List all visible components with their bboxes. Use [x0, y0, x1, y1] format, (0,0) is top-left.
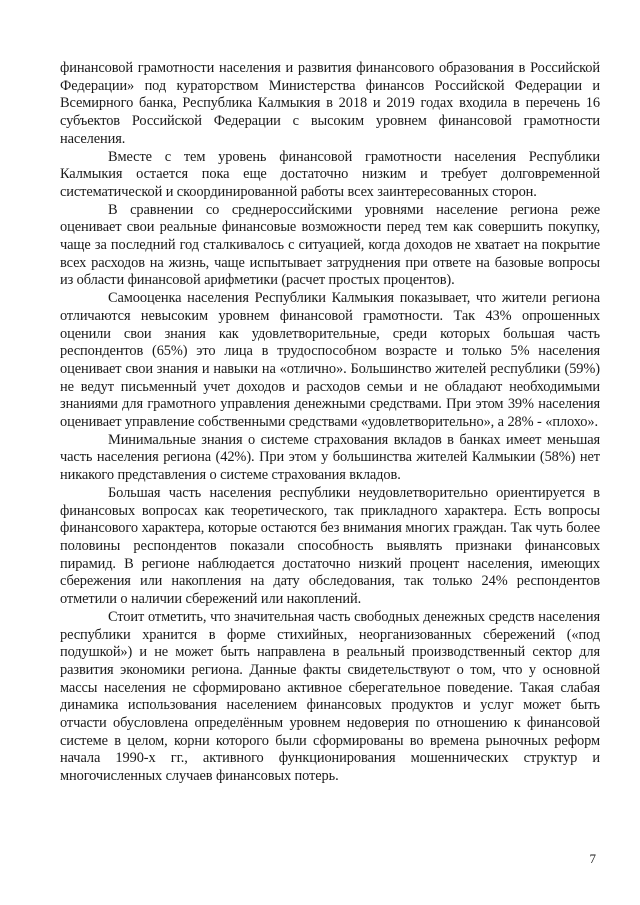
paragraph-savings-behavior: Стоит отметить, что значительная часть свободных денежных средств населения республики хранится в форме стихийных, неорганизованных сбережений («под подушкой») и не может быть направлена в реальный производственный сектор для развития экономики региона. Данные факты свидетельствуют о том, что у основной массы населения не сформировано активное сберегательное поведение. Такая слабая динамика использования населением финансовых продуктов и услуг может быть отчасти обусловлена определённым уровнем недоверия по отношению к финансовой системе в целом, корни которого были сформированы во времена рыночных реформ начала 1990-х гг., активного функционирования мошеннических структур и многочисленных случаев финансовых потерь.	[60, 608, 600, 785]
paragraph-financial-questions: Большая часть населения республики неудовлетворительно ориентируется в финансовых вопросах как теоретического, так прикладного характера. Есть вопросы финансового характера, которые остаются без внимания многих граждан. Так чуть более половины респондентов показали способность выявлять признаки финансовых пирамид. В регионе наблюдается достаточно низкий процент населения, имеющих сбережения или накопления на дату обследования, так только 24% респондентов отметили о наличии сбережений или накоплений.	[60, 484, 600, 608]
document-page	[60, 60, 600, 786]
paragraph-continuation: финансовой грамотности населения и развития финансового образования в Российской Федерации» под кураторством Министерства финансов Российской Федерации и Всемирного банка, Республика Калмыкия в 2018 и 2019 годах входила в перечень 16 субъектов Российской Федерации с высоким уровнем финансовой грамотности населения.	[60, 60, 600, 147]
paragraph-self-assessment: Самооценка населения Республики Калмыкия показывает, что жители региона отличаются невысоким уровнем финансовой грамотности. Так 43% опрошенных оценили свои знания как удовлетворительные, среди которых большая часть респондентов (65%) это лица в трудоспособном возрасте и только 5% населения оценивает свои знания и навыки на «отлично». Большинство жителей республики (59%) не ведут письменный учет доходов и расходов семьи и не обладают необходимыми знаниями для грамотного управления денежными средствами. При этом 39% населения оценивает управление собственными средствами «удовлетворительно», а 28% - «плохо».	[60, 290, 600, 431]
paragraph-comparison: В сравнении со среднероссийскими уровнями население региона реже оценивает свои реальные финансовые возможности перед тем как совершить покупку, чаще за последний год сталкивалось с ситуацией, когда доходов не хватает на покрытие всех расходов на жизнь, чаще испытывает затруднения при ответе на базовые вопросы из области финансовой арифметики (расчет простых процентов).	[60, 201, 600, 289]
page-number: 7	[589, 851, 596, 866]
paragraph-literacy-level: Вместе с тем уровень финансовой грамотности населения Республики Калмыкия остается пока еще достаточно низким и требует долговременной систематической и скоординированной работы всех заинтересованных сторон.	[60, 148, 600, 200]
paragraph-deposit-insurance: Минимальные знания о системе страхования вкладов в банках имеет меньшая часть населения региона (42%). При этом у большинства жителей Калмыкии (58%) нет никакого представления о системе страхования вкладов.	[60, 431, 600, 484]
